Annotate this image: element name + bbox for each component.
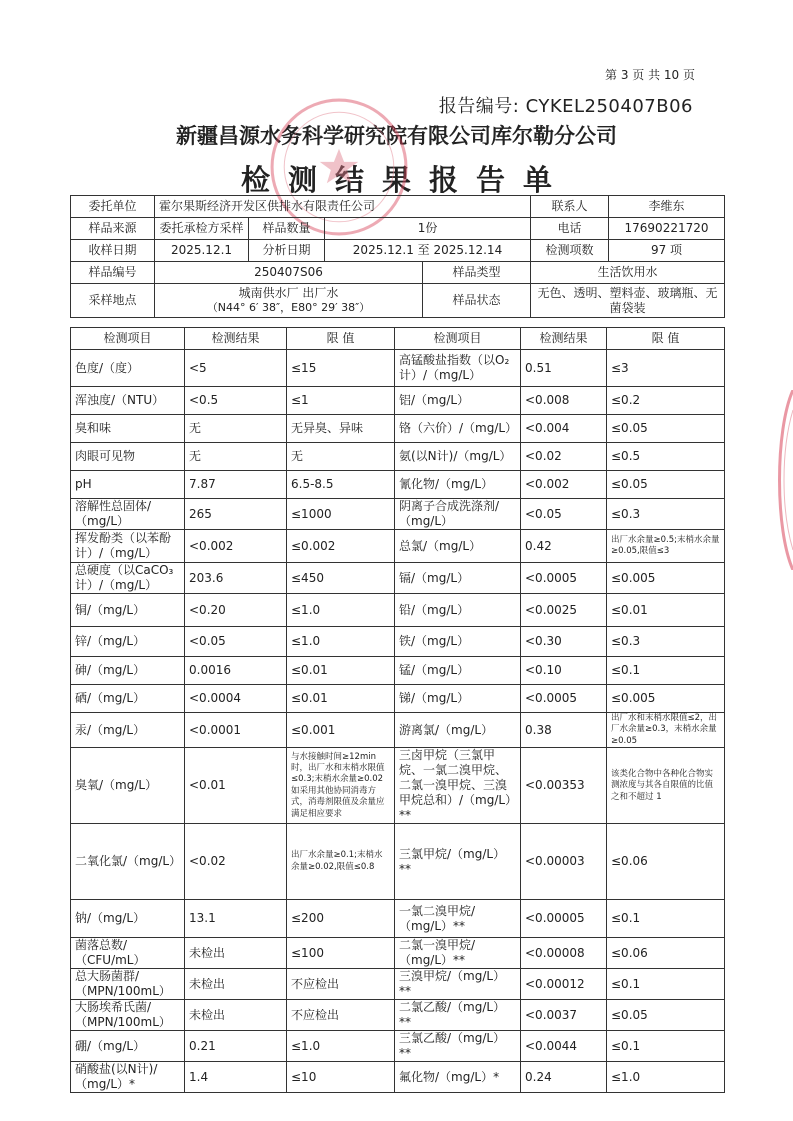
sampling-site-line2: （N44° 6′ 38″，E80° 29′ 38″） bbox=[206, 301, 371, 315]
cell-item-right: 游离氯/（mg/L） bbox=[395, 713, 521, 748]
cell-result-left: <5 bbox=[185, 350, 287, 387]
cell-limit-left: 无异臭、异味 bbox=[287, 415, 395, 443]
cell-item-right: 氰化物/（mg/L） bbox=[395, 471, 521, 499]
cell-result-left: 未检出 bbox=[185, 1000, 287, 1031]
cell-result-left: <0.20 bbox=[185, 594, 287, 627]
cell-limit-right: ≤3 bbox=[607, 350, 725, 387]
cell-result-left: <0.0004 bbox=[185, 685, 287, 713]
cell-item-right: 铅/（mg/L） bbox=[395, 594, 521, 627]
cell-result-left: 未检出 bbox=[185, 938, 287, 969]
cell-result-right: <0.0005 bbox=[521, 685, 607, 713]
sample-state-label: 样品状态 bbox=[423, 284, 531, 318]
cell-limit-left: 不应检出 bbox=[287, 1000, 395, 1031]
cell-limit-right: ≤0.1 bbox=[607, 657, 725, 685]
header-limit-right: 限 值 bbox=[607, 328, 725, 350]
result-row bbox=[71, 1031, 725, 1062]
result-row bbox=[71, 415, 725, 443]
cell-item-right: 二氯一溴甲烷/（mg/L）** bbox=[395, 938, 521, 969]
receive-date-value: 2025.12.1 bbox=[155, 240, 249, 262]
receive-date-label: 收样日期 bbox=[71, 240, 155, 262]
cell-limit-right: 出厂水和末梢水限值≤2，出厂水余量≥0.3，末梢水余量≥0.05 bbox=[607, 713, 725, 748]
cell-limit-left: ≤10 bbox=[287, 1062, 395, 1093]
cell-item-right: 三卤甲烷（三氯甲烷、一氯二溴甲烷、二氯一溴甲烷、三溴甲烷总和）/（mg/L）** bbox=[395, 748, 521, 824]
sample-state-value: 无色、透明、塑料壶、玻璃瓶、无菌袋装 bbox=[531, 284, 725, 318]
cell-result-right: <0.02 bbox=[521, 443, 607, 471]
cell-result-left: <0.02 bbox=[185, 824, 287, 900]
result-row bbox=[71, 969, 725, 1000]
cell-item-right: 高锰酸盐指数（以O₂计）/（mg/L） bbox=[395, 350, 521, 387]
cell-limit-right: ≤0.005 bbox=[607, 563, 725, 594]
cell-result-left: 13.1 bbox=[185, 900, 287, 938]
result-row bbox=[71, 499, 725, 530]
result-row bbox=[71, 938, 725, 969]
header-result-right: 检测结果 bbox=[521, 328, 607, 350]
cell-result-right: 0.42 bbox=[521, 530, 607, 563]
cell-limit-right: ≤0.01 bbox=[607, 594, 725, 627]
cell-item-right: 氟化物/（mg/L）* bbox=[395, 1062, 521, 1093]
result-row bbox=[71, 685, 725, 713]
result-row bbox=[71, 443, 725, 471]
client-label: 委托单位 bbox=[71, 196, 155, 218]
cell-item-left: 铜/（mg/L） bbox=[71, 594, 185, 627]
analysis-date-value: 2025.12.1 至 2025.12.14 bbox=[325, 240, 531, 262]
cell-result-right: <0.0005 bbox=[521, 563, 607, 594]
cell-limit-right: ≤1.0 bbox=[607, 1062, 725, 1093]
cell-item-right: 氨(以N计)/（mg/L） bbox=[395, 443, 521, 471]
cell-limit-right: ≤0.05 bbox=[607, 471, 725, 499]
cell-limit-left: ≤1.0 bbox=[287, 627, 395, 657]
cell-limit-right: ≤0.06 bbox=[607, 824, 725, 900]
result-row bbox=[71, 471, 725, 499]
document-title: 检测结果报告单 bbox=[240, 163, 570, 197]
cell-item-right: 镉/（mg/L） bbox=[395, 563, 521, 594]
cell-limit-left: ≤15 bbox=[287, 350, 395, 387]
header-item-right: 检测项目 bbox=[395, 328, 521, 350]
cell-result-right: <0.00353 bbox=[521, 748, 607, 824]
seam-seal-icon bbox=[771, 390, 793, 570]
cell-item-right: 阴离子合成洗涤剂/（mg/L） bbox=[395, 499, 521, 530]
phone-value: 17690221720 bbox=[609, 218, 725, 240]
cell-limit-left: ≤100 bbox=[287, 938, 395, 969]
cell-result-left: 0.0016 bbox=[185, 657, 287, 685]
cell-result-left: 无 bbox=[185, 443, 287, 471]
cell-result-right: <0.00005 bbox=[521, 900, 607, 938]
cell-item-right: 一氯二溴甲烷/（mg/L）** bbox=[395, 900, 521, 938]
cell-result-right: <0.0044 bbox=[521, 1031, 607, 1062]
source-label: 样品来源 bbox=[71, 218, 155, 240]
cell-limit-left: ≤1000 bbox=[287, 499, 395, 530]
cell-item-left: 总硬度（以CaCO₃计）/（mg/L） bbox=[71, 563, 185, 594]
sampling-site-value bbox=[155, 284, 423, 318]
cell-limit-left: 无 bbox=[287, 443, 395, 471]
cell-item-left: 大肠埃希氏菌/（MPN/100mL） bbox=[71, 1000, 185, 1031]
cell-result-left: <0.0001 bbox=[185, 713, 287, 748]
cell-limit-right: ≤0.2 bbox=[607, 387, 725, 415]
result-row bbox=[71, 387, 725, 415]
result-row bbox=[71, 627, 725, 657]
cell-result-right: 0.38 bbox=[521, 713, 607, 748]
results-table bbox=[70, 327, 725, 1093]
item-count-value: 97 项 bbox=[609, 240, 725, 262]
cell-item-right: 三氯乙酸/（mg/L）** bbox=[395, 1031, 521, 1062]
page-counter: 第 3 页 共 10 页 bbox=[605, 68, 695, 82]
sample-type-value: 生活饮用水 bbox=[531, 262, 725, 284]
result-row bbox=[71, 657, 725, 685]
cell-limit-left: ≤1.0 bbox=[287, 1031, 395, 1062]
cell-result-right: <0.0025 bbox=[521, 594, 607, 627]
cell-limit-left: ≤1.0 bbox=[287, 594, 395, 627]
sample-number-label: 样品编号 bbox=[71, 262, 155, 284]
sample-info-table bbox=[70, 195, 725, 318]
cell-item-right: 铬（六价）/（mg/L） bbox=[395, 415, 521, 443]
result-row bbox=[71, 713, 725, 748]
result-row bbox=[71, 748, 725, 824]
cell-limit-left: 6.5-8.5 bbox=[287, 471, 395, 499]
cell-item-left: 硼/（mg/L） bbox=[71, 1031, 185, 1062]
cell-item-left: 锌/（mg/L） bbox=[71, 627, 185, 657]
result-row bbox=[71, 563, 725, 594]
result-row bbox=[71, 350, 725, 387]
cell-item-left: 硒/（mg/L） bbox=[71, 685, 185, 713]
source-value: 委托承检方采样 bbox=[155, 218, 249, 240]
result-row bbox=[71, 824, 725, 900]
cell-result-right: <0.008 bbox=[521, 387, 607, 415]
cell-item-left: 砷/（mg/L） bbox=[71, 657, 185, 685]
cell-item-left: 臭氧/（mg/L） bbox=[71, 748, 185, 824]
contact-label: 联系人 bbox=[531, 196, 609, 218]
result-row bbox=[71, 900, 725, 938]
cell-item-left: 硝酸盐(以N计)/（mg/L）* bbox=[71, 1062, 185, 1093]
cell-limit-left: ≤450 bbox=[287, 563, 395, 594]
cell-limit-right: ≤0.005 bbox=[607, 685, 725, 713]
sample-number-value: 250407S06 bbox=[155, 262, 423, 284]
cell-item-left: 钠/（mg/L） bbox=[71, 900, 185, 938]
header-item-left: 检测项目 bbox=[71, 328, 185, 350]
cell-item-right: 铝/（mg/L） bbox=[395, 387, 521, 415]
cell-result-right: <0.002 bbox=[521, 471, 607, 499]
cell-result-right: <0.00003 bbox=[521, 824, 607, 900]
cell-result-left: <0.05 bbox=[185, 627, 287, 657]
result-row bbox=[71, 594, 725, 627]
organization-name: 新疆昌源水务科学研究院有限公司库尔勒分公司 bbox=[176, 124, 617, 148]
client-value: 霍尔果斯经济开发区供排水有限责任公司 bbox=[155, 196, 531, 218]
cell-item-right: 三氯甲烷/（mg/L）** bbox=[395, 824, 521, 900]
phone-label: 电话 bbox=[531, 218, 609, 240]
report-number: 报告编号: CYKEL250407B06 bbox=[438, 96, 693, 117]
cell-limit-right: ≤0.1 bbox=[607, 969, 725, 1000]
cell-limit-right: ≤0.1 bbox=[607, 1031, 725, 1062]
header-limit-left: 限 值 bbox=[287, 328, 395, 350]
cell-item-left: 浑浊度/（NTU） bbox=[71, 387, 185, 415]
cell-result-left: <0.5 bbox=[185, 387, 287, 415]
cell-limit-right: ≤0.05 bbox=[607, 415, 725, 443]
cell-result-right: <0.30 bbox=[521, 627, 607, 657]
cell-limit-left: ≤1 bbox=[287, 387, 395, 415]
cell-limit-right: ≤0.5 bbox=[607, 443, 725, 471]
cell-limit-left: ≤0.001 bbox=[287, 713, 395, 748]
cell-item-left: 色度/（度） bbox=[71, 350, 185, 387]
cell-limit-right: 该类化合物中各种化合物实测浓度与其各自限值的比值之和不超过 1 bbox=[607, 748, 725, 824]
cell-limit-left: 与水接触时间≥12min时，出厂水和末梢水限值≤0.3;末梢水余量≥0.02 如采用其他协同消毒方式，消毒剂限值及余量应满足相应要求 bbox=[287, 748, 395, 824]
cell-limit-left: ≤0.01 bbox=[287, 685, 395, 713]
cell-item-left: 臭和味 bbox=[71, 415, 185, 443]
cell-item-right: 锑/（mg/L） bbox=[395, 685, 521, 713]
cell-result-right: 0.24 bbox=[521, 1062, 607, 1093]
cell-item-left: 溶解性总固体/（mg/L） bbox=[71, 499, 185, 530]
analysis-date-label: 分析日期 bbox=[249, 240, 325, 262]
cell-item-left: 挥发酚类（以苯酚计）/（mg/L） bbox=[71, 530, 185, 563]
cell-limit-left: ≤0.002 bbox=[287, 530, 395, 563]
header-result-left: 检测结果 bbox=[185, 328, 287, 350]
result-row bbox=[71, 530, 725, 563]
cell-item-left: 菌落总数/（CFU/mL） bbox=[71, 938, 185, 969]
cell-limit-right: 出厂水余量≥0.5;末梢水余量≥0.05,限值≤3 bbox=[607, 530, 725, 563]
quantity-value: 1份 bbox=[325, 218, 531, 240]
cell-item-right: 二氯乙酸/（mg/L）** bbox=[395, 1000, 521, 1031]
cell-limit-left: 出厂水余量≥0.1;末梢水余量≥0.02,限值≤0.8 bbox=[287, 824, 395, 900]
cell-limit-right: ≤0.05 bbox=[607, 1000, 725, 1031]
cell-item-left: pH bbox=[71, 471, 185, 499]
cell-result-right: <0.10 bbox=[521, 657, 607, 685]
cell-result-left: 未检出 bbox=[185, 969, 287, 1000]
sampling-site-label: 采样地点 bbox=[71, 284, 155, 318]
cell-limit-right: ≤0.06 bbox=[607, 938, 725, 969]
sample-type-label: 样品类型 bbox=[423, 262, 531, 284]
contact-value: 李维东 bbox=[609, 196, 725, 218]
quantity-label: 样品数量 bbox=[249, 218, 325, 240]
results-header-row bbox=[71, 328, 725, 350]
cell-result-left: 无 bbox=[185, 415, 287, 443]
cell-limit-left: 不应检出 bbox=[287, 969, 395, 1000]
cell-item-left: 汞/（mg/L） bbox=[71, 713, 185, 748]
cell-result-left: 203.6 bbox=[185, 563, 287, 594]
cell-item-right: 三溴甲烷/（mg/L）** bbox=[395, 969, 521, 1000]
cell-limit-left: ≤200 bbox=[287, 900, 395, 938]
cell-result-right: <0.0037 bbox=[521, 1000, 607, 1031]
cell-result-right: <0.00012 bbox=[521, 969, 607, 1000]
cell-result-left: 1.4 bbox=[185, 1062, 287, 1093]
cell-item-right: 铁/（mg/L） bbox=[395, 627, 521, 657]
cell-item-right: 锰/（mg/L） bbox=[395, 657, 521, 685]
item-count-label: 检测项数 bbox=[531, 240, 609, 262]
cell-result-right: <0.004 bbox=[521, 415, 607, 443]
sampling-site-line1: 城南供水厂 出厂水 bbox=[238, 286, 339, 301]
result-row bbox=[71, 1000, 725, 1031]
cell-result-left: <0.01 bbox=[185, 748, 287, 824]
cell-result-left: 7.87 bbox=[185, 471, 287, 499]
result-row bbox=[71, 1062, 725, 1093]
cell-item-left: 总大肠菌群/（MPN/100mL） bbox=[71, 969, 185, 1000]
cell-result-left: 0.21 bbox=[185, 1031, 287, 1062]
cell-item-left: 二氧化氯/（mg/L） bbox=[71, 824, 185, 900]
cell-result-right: <0.00008 bbox=[521, 938, 607, 969]
cell-limit-left: ≤0.01 bbox=[287, 657, 395, 685]
cell-item-right: 总氯/（mg/L） bbox=[395, 530, 521, 563]
cell-limit-right: ≤0.1 bbox=[607, 900, 725, 938]
cell-result-right: <0.05 bbox=[521, 499, 607, 530]
cell-limit-right: ≤0.3 bbox=[607, 627, 725, 657]
cell-limit-right: ≤0.3 bbox=[607, 499, 725, 530]
cell-result-left: <0.002 bbox=[185, 530, 287, 563]
cell-item-left: 肉眼可见物 bbox=[71, 443, 185, 471]
cell-result-right: 0.51 bbox=[521, 350, 607, 387]
cell-result-left: 265 bbox=[185, 499, 287, 530]
